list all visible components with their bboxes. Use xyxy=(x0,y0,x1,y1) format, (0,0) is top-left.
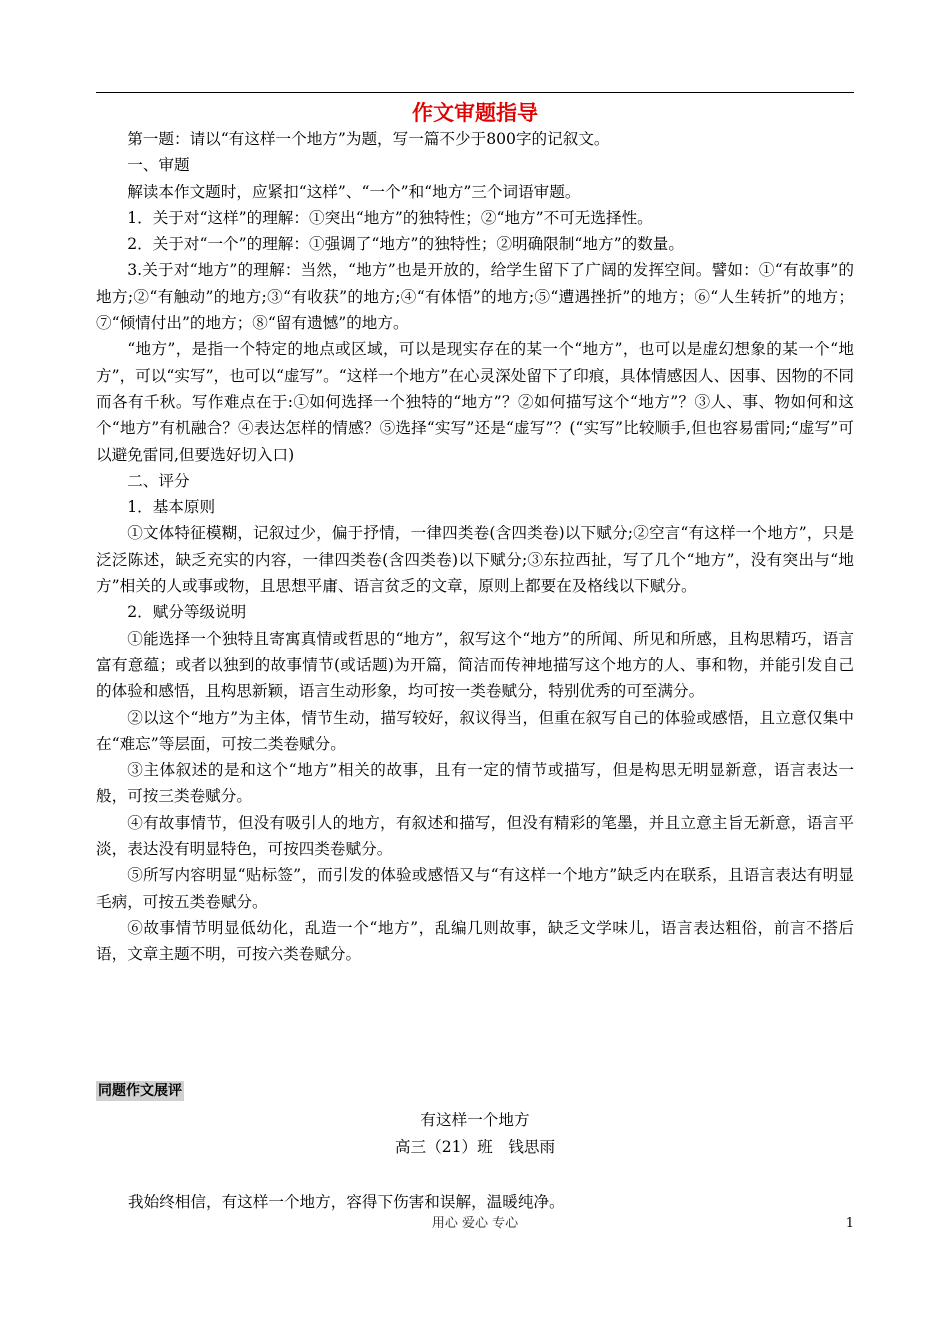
paragraph: ④有故事情节，但没有吸引人的地方，有叙述和描写，但没有精彩的笔墨，并且立意主旨无新意，语言平淡，表达没有明显特色，可按四类卷赋分。 xyxy=(96,813,854,859)
essay-first-line: 我始终相信，有这样一个地方，容得下伤害和误解，温暖纯净。 xyxy=(128,1193,565,1211)
paragraph: ③主体叙述的是和这个“地方”相关的故事，且有一定的情节或描写，但是构思无明显新意，语言表达一般，可按三类卷赋分。 xyxy=(96,761,854,806)
guidance-body xyxy=(96,126,854,968)
paragraph: 解读本作文题时，应紧扣“这样”、“一个”和“地方”三个词语审题。 xyxy=(127,182,581,201)
page-number: 1 xyxy=(845,1216,854,1231)
footer-motto: 用心 爱心 专心 xyxy=(431,1216,519,1231)
paragraph: ⑤所写内容明显“贴标签”，而引发的体验或感悟又与“有这样一个地方”缺乏内在联系，且语言表达有明显毛病，可按五类卷赋分。 xyxy=(96,866,854,911)
essay-author: 高三（21）班 钱思雨 xyxy=(394,1138,556,1156)
paragraph: 1．基本原则 xyxy=(127,498,216,517)
paragraph: 二、评分 xyxy=(127,471,190,490)
paragraph: 2．赋分等级说明 xyxy=(127,603,247,622)
paragraph: “地方”，是指一个特定的地点或区域，可以是现实存在的某一个“地方”，也可以是虚幻想象的某一个“地方”，可以“实写”，也可以“虚写”。“这样一个地方”在心灵深处留下了印痕，具体情感因人、因事、因物的不同而各有千秋。写作难点在于:①如何选择一个独特的“地方”？②如何描写这个“地方”？③人、事、物如何和这个“地方”有机融合？④表达怎样的情感？⑤选择“实写”还是“虚写”？(“实写”比较顺手,但也容易雷同;“虚写”可以避免雷同,但要选好切入口) xyxy=(96,340,854,464)
paragraph: 2．关于对“一个”的理解：①强调了“地方”的独特性；②明确限制“地方”的数量。 xyxy=(127,235,684,254)
paragraph: ⑥故事情节明显低幼化，乱造一个“地方”，乱编几则故事，缺乏文学味儿，语言表达粗俗，前言不搭后语，文章主题不明，可按六类卷赋分。 xyxy=(96,918,854,964)
essay-title: 有这样一个地方 xyxy=(420,1111,530,1129)
paragraph: 1．关于对“这样”的理解：①突出“地方”的独特性；②“地方”不可无选择性。 xyxy=(127,208,653,227)
document-title: 作文审题指导 xyxy=(412,100,538,125)
paragraph: 一、审题 xyxy=(127,156,190,175)
paragraph: 第一题：请以“有这样一个地方”为题，写一篇不少于800字的记叙文。 xyxy=(127,130,610,148)
header-rule xyxy=(96,92,854,93)
section-label: 同题作文展评 xyxy=(98,1083,182,1099)
paragraph: ②以这个“地方”为主体，情节生动，描写较好，叙议得当，但重在叙写自己的体验或感悟，且立意仅集中在“难忘”等层面，可按二类卷赋分。 xyxy=(96,708,854,753)
paragraph: ①文体特征模糊，记叙过少，偏于抒情，一律四类卷(含四类卷)以下赋分;②空言“有这样一个地方”，只是泛泛陈述，缺乏充实的内容，一律四类卷(含四类卷)以下赋分;③东拉西扯，写了几个“地方”，没有突出与“地方”相关的人或事或物，且思想平庸、语言贫乏的文章，原则上都要在及格线以下赋分。 xyxy=(96,524,854,596)
paragraph: ①能选择一个独特且寄寓真情或哲思的“地方”，叙写这个“地方”的所闻、所见和所感，且构思精巧，语言富有意蕴；或者以独到的故事情节(或话题)为开篇，简洁而传神地描写这个地方的人、事和物，并能引发自己的体验和感悟，且构思新颖，语言生动形象，均可按一类卷赋分，特别优秀的可至满分。 xyxy=(96,629,854,701)
paragraph: 3.关于对“地方”的理解：当然，“地方”也是开放的，给学生留下了广阔的发挥空间。譬如：①“有故事”的地方;②“有触动”的地方;③“有收获”的地方;④“有体悟”的地方;⑤“遭遇挫折”的地方；⑥“人生转折”的地方；⑦“倾情付出”的地方；⑧“留有遗憾”的地方。 xyxy=(96,261,854,333)
